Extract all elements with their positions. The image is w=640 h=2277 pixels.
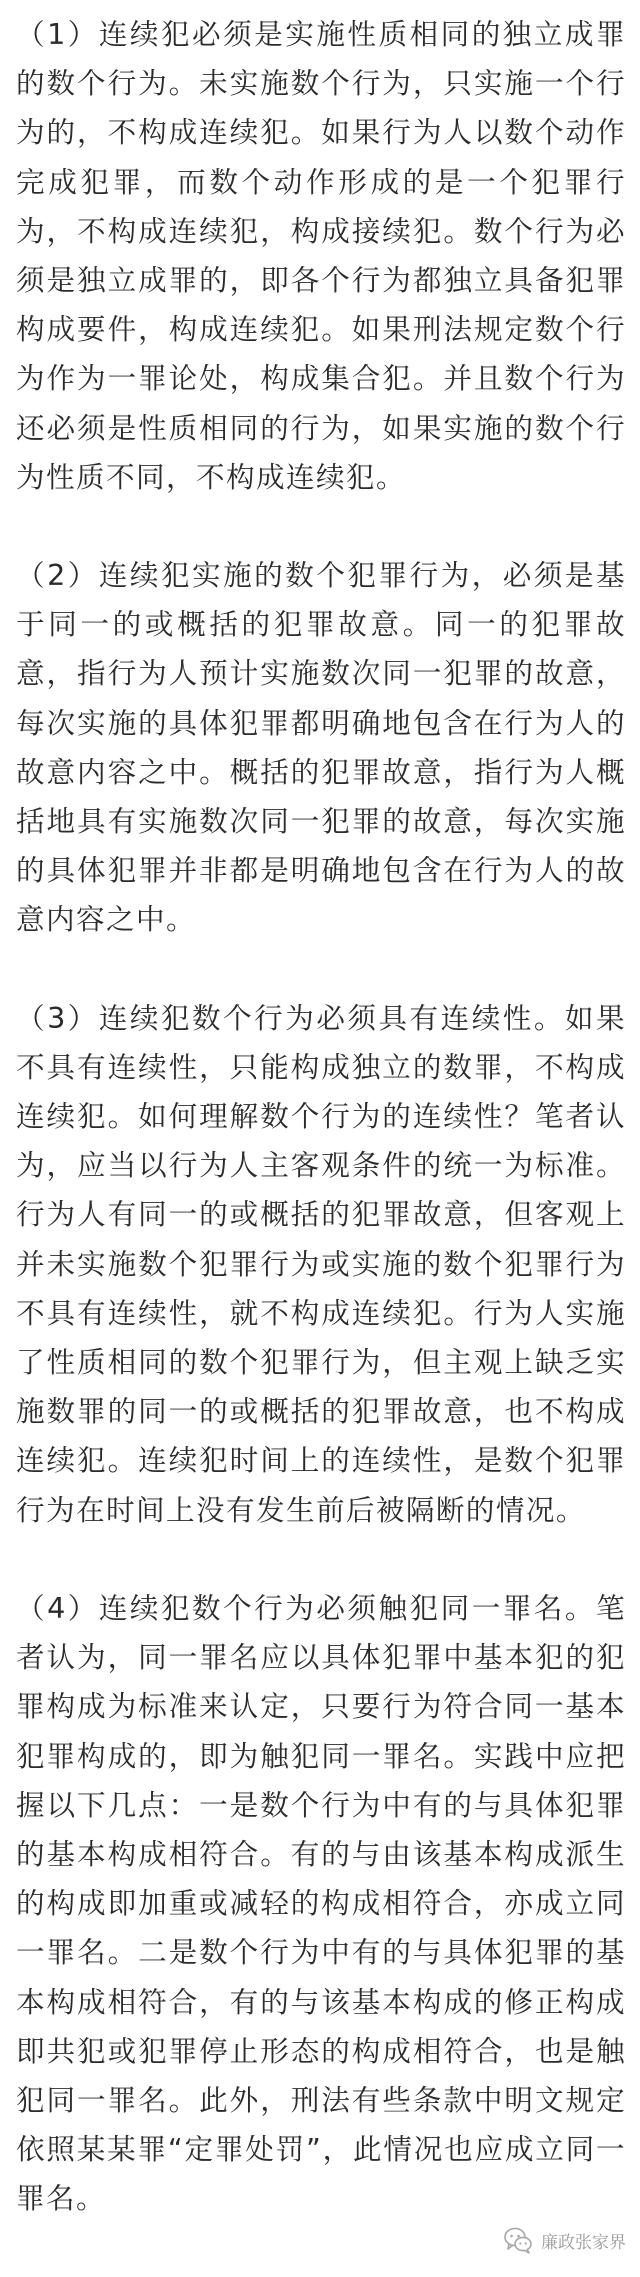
paragraph-1: （1）连续犯必须是实施性质相同的独立成罪的数个行为。未实施数个行为，只实施一个行为的，不构成连续犯。如果行为人以数个动作完成犯罪，而数个动作形成的是一个犯罪行为，不构成连续犯，构成接续犯。数个行为必须是独立成罪的，即各个行为都独立具备犯罪构成要件，构成连续犯。如果刑法规定数个行为作为一罪论处，构成集合犯。并且数个行为还必须是性质相同的行为，如果实施的数个行为性质不同，不构成连续犯。	[16, 17, 626, 494]
watermark-text: 廉政张家界	[541, 2232, 626, 2253]
article-body	[16, 10, 626, 2224]
wechat-icon	[503, 2225, 533, 2255]
paragraph-4: （4）连续犯数个行为必须触犯同一罪名。笔者认为，同一罪名应以具体犯罪中基本犯的犯罪构成为标准来认定，只要行为符合同一基本犯罪构成的，即为触犯同一罪名。实践中应把握以下几点：一是数个行为中有的与具体犯罪的基本构成相符合。有的与由该基本构成派生的构成即加重或减轻的构成相符合，亦成立同一罪名。二是数个行为中有的与具体犯罪的基本构成相符合，有的与该基本构成的修正构成即共犯或犯罪停止形态的构成相符合，也是触犯同一罪名。此外，刑法有些条款中明文规定依照某某罪“定罪处罚”，此情况也应成立同一罪名。	[16, 1590, 626, 2216]
paragraph-2: （2）连续犯实施的数个犯罪行为，必须是基于同一的或概括的犯罪故意。同一的犯罪故意，指行为人预计实施数次同一犯罪的故意，每次实施的具体犯罪都明确地包含在行为人的故意内容之中。概括的犯罪故意，指行为人概括地具有实施数次同一犯罪的故意，每次实施的具体犯罪并非都是明确地包含在行为人的故意内容之中。	[16, 558, 626, 937]
paragraph-3: （3）连续犯数个行为必须具有连续性。如果不具有连续性，只能构成独立的数罪，不构成连续犯。如何理解数个行为的连续性？笔者认为，应当以行为人主客观条件的统一为标准。行为人有同一的或概括的犯罪故意，但客观上并未实施数个犯罪行为或实施的数个犯罪行为不具有连续性，就不构成连续犯。行为人实施了性质相同的数个犯罪行为，但主观上缺乏实施数罪的同一的或概括的犯罪故意，也不构成连续犯。连续犯时间上的连续性，是数个犯罪行为在时间上没有发生前后被隔断的情况。	[16, 1000, 626, 1527]
watermark	[503, 2225, 626, 2255]
